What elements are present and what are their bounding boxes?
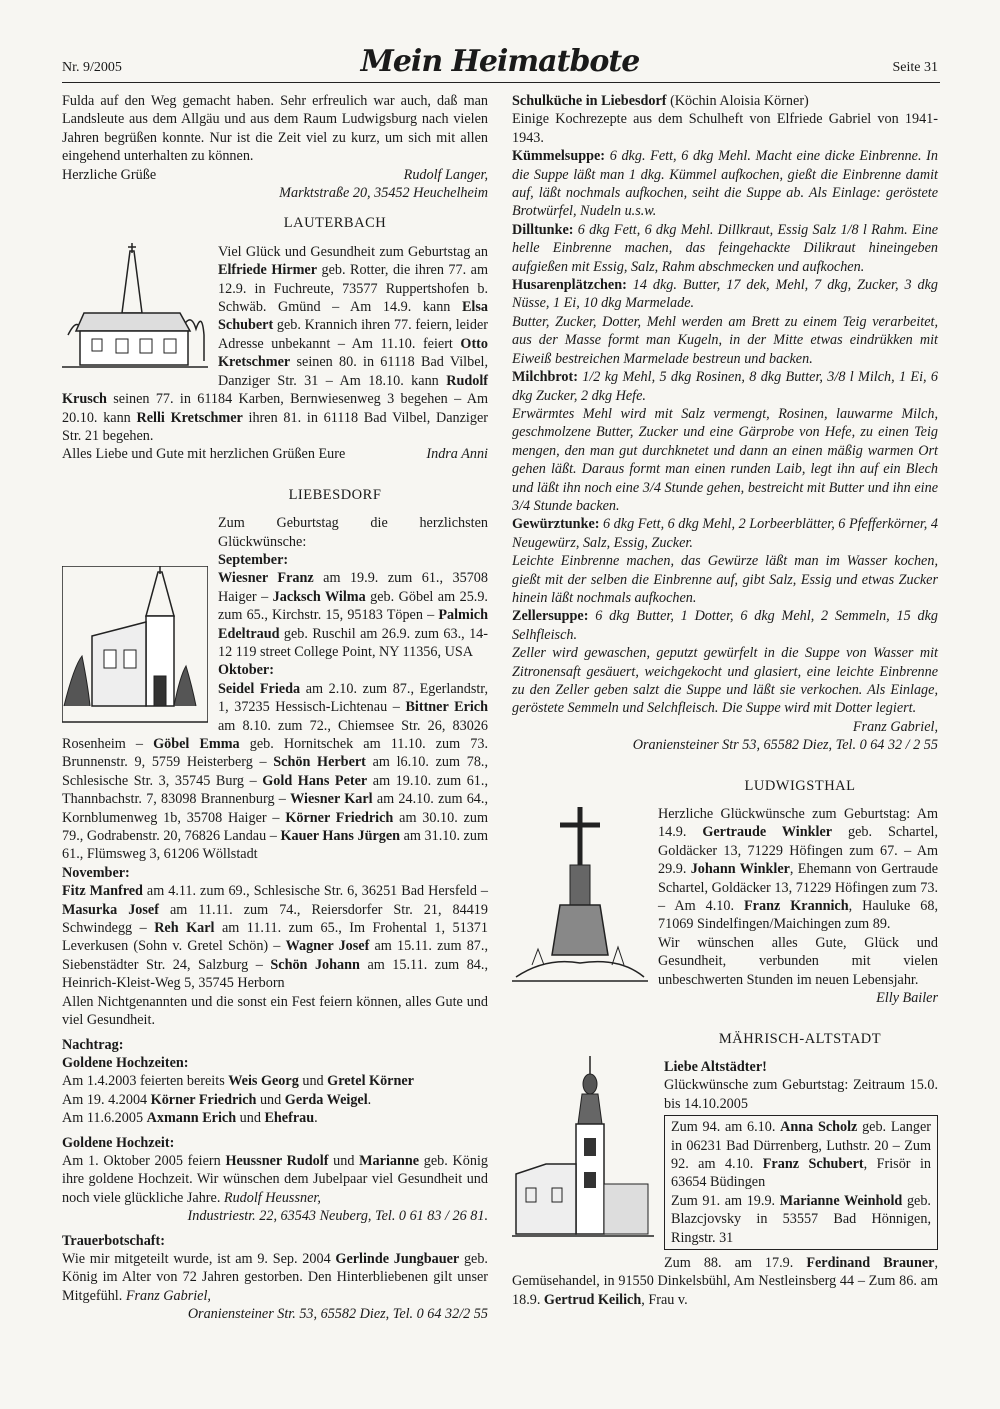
recipe: Dilltunke: 6 dkg Fett, 6 dkg Mehl. Dillkraut, Essig Salz 1/8 l Rahm. Eine helle Einbrenne machen, das feingehackte Dilikraut hineingeben aufgießen mit Essig, Salz, Rahm abschmecken und aufkochen. bbox=[512, 221, 938, 275]
liebesdorf-section: Zum Geburtstag die herzlichsten Glückwünsche: September: Wiesner Franz am 19.9. zum 61., 35708 Haiger – Jacksch Wilma geb. Göbel am 25.9. zum 65., Kirchstr. 15, 95183 Töpen – Palmich Edeltraud geb. Ruschil am 26.9. zum 63., 14-12 119 street College Point, NY 11356, USA Oktober: Seidel Frieda am 2.10. zum 87., Egerlandstr, 1, 37235 Hessisch-Lichtenau – Bittner Erich am 8.10. zum 72., Chiemsee Str. 26, 83026 Rosenheim – Göbel Emma geb. Hornitschek am 11.10. zum 73. Brunnenstr. 9, 5759 Heisterberg – Schön Herbert am l6.10. zum 78., Schlesische Str. 3, 35745 Burg – Gold Hans Peter am 19.10. zum 61., Thannbachstr. 7, 83098 Brannenburg – Wiesner Karl am 24.10. zum 64., Kornblumenweg 1b, 35708 Haiger – Körner Friedrich am 30.10. zum 79., Godrabenstr. 20, 76826 Landau – Kauer Hans Jürgen am 31.10. zum 61., Flümsweg 3, 61206 Wöllstadt November: Fitz Manfred am 4.11. zum 69., Schlesische Str. 6, 36251 Bad Hersfeld – Masurka Josef am 11.11. zum 74., Reiersdorfer Str. 21, 84419 Schwindegg – Reh Karl am 11.11. zum 65., Im Frohental 1, 51371 Leverkusen (Sohn v. Gretel Schön) – Wagner Josef am 15.11. zum 87., Siebenstädter Str. 24, Salzburg – Schön Johann am 15.11. zum 84., Heinrich-Kleist-Weg 5, 35745 Herborn Allen Nichtgenannten und die sonst ein Fest feiern können, alles Gute und viel Gesundheit. Nachtrag: Goldene Hochzeiten: Am 1.4.2003 feierten bereits Weis Georg und Gretel Körner Am 19. 4.2004 Körner Friedrich und Gerda Weigel. Am 11.6.2005 Axmann Erich und Ehefrau. Goldene Hochzeit: Am 1. Oktober 2005 feiern Heussner Rudolf und Marianne geb. König ihre goldene Hochzeit. Wir wünschen dem Jubelpaar viel Gesundheit und noch viele glückliche Jahre. Rudolf Heussner, Industriestr. 22, 63543 Neuberg, Tel. 0 61 83 / 26 81. Trauerbotschaft: Wie mir mitgeteilt wurde, ist am 9. Sep. 2004 Gerlinde Jungbauer geb. König im Alter von 72 Jahren gestorben. Den Hinterbliebenen gilt unser Mitgefühl. Franz Gabriel, Oraniensteiner Str. 53, 65582 Diez, Tel. 0 64 32/2 55 bbox=[62, 515, 489, 1323]
person-name: Marianne Weinhold bbox=[779, 1192, 903, 1209]
person-name: Gertraude Winkler bbox=[702, 824, 833, 841]
recipe: Milchbrot: 1/2 kg Mehl, 5 dkg Rosinen, 8 dkg Butter, 3/8 l Milch, 1 Ei, 6 dkg Zucker, 2 dkg Hefe. bbox=[512, 369, 938, 404]
person-name: Elsa Schubert bbox=[218, 299, 488, 334]
person-name: Masurka Josef bbox=[62, 901, 159, 918]
section-title-lauterbach: LAUTERBACH bbox=[283, 215, 387, 232]
birthday-box: Zum 94. am 6.10. Anna Scholz geb. Langer in 06231 Bad Dürrenberg, Luthstr. 20 – Zum 92. am 4.10. Franz Schubert, Frisör in 63654 Büdingen Zum 91. am 19.9. Marianne Weinhold geb. Blazcjovsky in 53557 Bad Hönnigen, Ringstr. 31 bbox=[664, 1115, 938, 1250]
right-column: Schulküche in Liebesdorf (Köchin Aloisia Körner) Einige Kochrezepte aus dem Schulheft von Elfriede Gabriel von 1941-1943. Kümmelsuppe: 6 dkg. Fett, 6 dkg Mehl. Macht eine dicke Einbrenne. In die Suppe läßt man 1 dkg. Kümmel aufkochen, gießt die Einbrenne damit auf, läßt nochmals aufkochen, seiht die Suppe ab. Als Einlage: geröstete Brotwürfel, Nudeln u.s.w. Dilltunke: 6 dkg Fett, 6 dkg Mehl. Dillkraut, Essig Salz 1/8 l Rahm. Eine helle Einbrenne machen, das feingehackte Dilikraut hineingeben aufgießen mit Essig, Salz, Rahm abschmecken und aufkochen. Husarenplätzchen: 14 dkg. Butter, 17 dek, Mehl, 7 dkg, Zucker, 3 dkg Nüsse, 1 Ei, 10 dkg Marmelade. Butter, Zucker, Dotter, Mehl werden am Brett zu einem Teig verarbeitet, aus der Masse formt man Kugeln, in der Mitte etwas eindrükken mit Eiweiß bestreichen Marmelade bestreun und backen. Milchbrot: 1/2 kg Mehl, 5 dkg Rosinen, 8 dkg Butter, 3/8 l Milch, 1 Ei, 6 dkg Zucker, 2 dkg Hefe. Erwärmtes Mehl wird mit Salz vermengt, Rosinen, lauwarme Milch, geschmolzene Butter, Zucker und eine Gärprobe von Hefe, zu einen Teig mengen, den man gut durchknetet und dann an einen mäßig warmen Ort gehen läßt. Daraus formt man einen runden Laib, legt ihn auf ein Blech und läßt ihn noch eine 3/4 Stunde gehen, bestreicht mit Butter und ihn eine 3/4 Stunde backen. Gewürztunke: 6 dkg Fett, 6 dkg Mehl, 2 Lorbeerblätter, 6 Pfefferkörner, 4 Neugewürz, Salz, Essig, Zucker. Leichte Einbrenne machen, das Gewürze läßt man im Wasser kochen, gießt mit der selben die Einbrenne auf, gibt Salz, Essig und etwas Zucker hinein läßt nochmals aufkochen. Zellersuppe: 6 dkg Butter, 1 Dotter, 6 dkg Mehl, 2 Semmeln, 15 dkg Selhfleisch. Zeller wird gewaschen, geputzt gewürfelt in die Suppe von Wasser mit Zitronensaft gesäuert, weichgekocht und glasiert, eine leichte Einbrenne zu den Zeller geben salzt die Suppe und läßt sie verkochen. Als Einlage, geröstete Semmeln und Selchfleisch. Die Suppe wird mit Dotter legiert. Franz Gabriel, Oraniensteiner Str 53, 65582 Diez, Tel. 0 64 32 / 2 55 LUDWIGSTHAL Herzliche Glückwünsche zum Geburtstag: Am 14.9. Gertraude Winkler geb. Schartel, Goldäcker 13, 71229 Höfingen zum 67. – Am 29.9. Johann Winkler, Ehemann von Gertraude Schartel, Goldäcker 13, 71229 Höfingen zum 73. – Am 4.10. Franz Krannich, Hauluke 68, 71069 Sindelfingen/Maichingen zum 89. Wir wünschen alles Gute, Glück und Gesundheit, verbunden mit vielen unbeschwerten Stunden im neuen Lebensjahr. Elly Bailer MÄHRISCH-ALTSTADT Liebe Altstädter! Glückwünsche zum Geburtstag: Zeitraum 15.0. bis 14.10.2005 Zum 94. am 6.10. Anna Scholz geb. Langer in 06231 Bad Dürrenberg, Luthstr. 20 – Zum 92. am 4.10. Franz Schubert, Frisör in 63654 Büdingen Zum 91. am 19.9. Marianne Weinhold geb. Blazcjovsky in 53557 Bad Hönnigen, Ringstr. 31 Zum 88. am 17.9. Ferdinand Brauner, Gemüsehandel, in 91550 Dinkelsbühl, Am Nestleinsberg 44 – Zum 86. am 18.9. Gertrud Keilich, Frau v. bbox=[512, 93, 939, 1308]
person-name: Seidel Frieda bbox=[218, 680, 301, 697]
lauterbach-section: Viel Glück und Gesundheit zum Geburtstag an Elfriede Hirmer geb. Rotter, die ihren 77. am 12.9. in Fuchreute, 73577 Ruppertshofen b. Schwäb. Gmünd – Am 14.9. kann Elsa Schubert geb. Krannich ihren 77. feiern, leider Adresse unbekannt – Am 11.10. feiert Otto Kretschmer seinen 80. in 61118 Bad Vilbel, Danziger Str. 31 – Am 18.10. kann Rudolf Krusch seinen 77. in 61184 Karben, Bernwiesenweg 3 begehen – Am 20.10. kann Relli Kretschmer ihren 81. in 61118 Bad Vilbel, Danziger Str. 21 begehen. Alles Liebe und Gute mit herzlichen Grüßen Eure Indra Anni bbox=[62, 243, 488, 463]
masthead-title: Mein Heimatbote bbox=[360, 44, 640, 79]
wayside-cross-illustration bbox=[512, 805, 648, 985]
person-name: Bittner Erich bbox=[405, 699, 488, 716]
recipe: Husarenplätzchen: 14 dkg. Butter, 17 dek, Mehl, 7 dkg, Zucker, 3 dkg Nüsse, 1 Ei, 10 dkg Marmelade. bbox=[512, 277, 938, 312]
person-name: Anna Scholz bbox=[780, 1119, 858, 1136]
header-rule bbox=[62, 82, 940, 83]
person-name: Gold Hans Peter bbox=[262, 772, 368, 789]
issue-number: Nr. 9/2005 bbox=[62, 60, 122, 75]
lauterbach-closing: Alles Liebe und Gute mit herzlichen Grüßen Eure Indra Anni bbox=[62, 446, 488, 463]
recipe: Kümmelsuppe: 6 dkg. Fett, 6 dkg Mehl. Macht eine dicke Einbrenne. In die Suppe läßt man 1 dkg. Kümmel aufkochen, gießt die Einbrenne damit auf, läßt nochmals aufkochen, seiht die Suppe ab. Als Einlage: geröstete Brotwürfel, Nudeln u.s.w. bbox=[512, 148, 938, 220]
chapel-illustration bbox=[62, 243, 208, 373]
intro-paragraph: Fulda auf den Weg gemacht haben. Sehr erfreulich war auch, daß man Landsleute aus dem Allgäu und aus dem Raum Ludwigsburg nach vielen Jahren begrüßen konnte. Nur ist die Zeit viel zu kurz, um sich mit allen eingehend unterhalten zu können. bbox=[62, 93, 488, 165]
person-name: Kauer Hans Jürgen bbox=[280, 828, 401, 845]
person-name: Gertrud Keilich bbox=[543, 1291, 642, 1308]
person-name: Franz Schubert bbox=[762, 1155, 864, 1172]
person-name: Rudolf Krusch bbox=[62, 372, 488, 408]
section-title-maehrisch-altstadt: MÄHRISCH-ALTSTADT bbox=[718, 1030, 882, 1047]
person-name: Fitz Manfred bbox=[62, 883, 143, 900]
person-name: Schön Herbert bbox=[273, 754, 366, 771]
greeting-line: Herzliche Grüße Rudolf Langer, bbox=[62, 166, 488, 183]
person-name: Johann Winkler bbox=[690, 861, 790, 878]
signature-address: Marktstraße 20, 35452 Heuchelheim bbox=[279, 185, 488, 202]
person-name: Körner Friedrich bbox=[285, 809, 394, 826]
recipe: Gewürztunke: 6 dkg Fett, 6 dkg Mehl, 2 Lorbeerblätter, 6 Pfefferkörner, 4 Neugewürz, Salz, Essig, Zucker. bbox=[512, 516, 938, 551]
person-name: Palmich Edeltraud bbox=[218, 607, 488, 642]
ludwigsthal-section: Herzliche Glückwünsche zum Geburtstag: Am 14.9. Gertraude Winkler geb. Schartel, Goldäcker 13, 71229 Höfingen zum 67. – Am 29.9. Johann Winkler, Ehemann von Gertraude Schartel, Goldäcker 13, 71229 Höfingen zum 73. – Am 4.10. Franz Krannich, Hauluke 68, 71069 Sindelfingen/Maichingen zum 89. Wir wünschen alles Gute, Glück und Gesundheit, verbunden mit vielen unbeschwerten Stunden im neuen Lebensjahr. Elly Bailer bbox=[512, 805, 938, 1007]
person-name: Reh Karl bbox=[154, 920, 215, 937]
section-title-ludwigsthal: LUDWIGSTHAL bbox=[744, 777, 856, 794]
person-name: Wiesner Franz bbox=[218, 570, 314, 587]
recipes-title: Schulküche in Liebesdorf bbox=[512, 93, 667, 109]
person-name: Wagner Josef bbox=[285, 938, 370, 955]
person-name: Schön Johann bbox=[270, 956, 360, 973]
church-illustration bbox=[62, 566, 208, 724]
church-tower-illustration bbox=[512, 1054, 654, 1254]
person-name: Elfriede Hirmer bbox=[218, 262, 318, 279]
left-column bbox=[62, 92, 488, 1324]
person-name: Jacksch Wilma bbox=[272, 588, 366, 605]
person-name: Franz Krannich bbox=[744, 898, 849, 915]
page-number: Seite 31 bbox=[892, 60, 938, 75]
person-name: Relli Kretschmer bbox=[136, 409, 243, 426]
recipe: Zellersuppe: 6 dkg Butter, 1 Dotter, 6 dkg Mehl, 2 Semmeln, 15 dkg Selhfleisch. bbox=[512, 608, 938, 643]
person-name: Otto Kretschmer bbox=[218, 335, 488, 371]
section-title-liebesdorf: LIEBESDORF bbox=[288, 486, 382, 503]
person-name: Göbel Emma bbox=[153, 736, 240, 752]
altstadt-section: Liebe Altstädter! Glückwünsche zum Geburtstag: Zeitraum 15.0. bis 14.10.2005 Zum 94. am 6.10. Anna Scholz geb. Langer in 06231 Bad Dürrenberg, Luthstr. 20 – Zum 92. am 4.10. Franz Schubert, Frisör in 63654 Büdingen Zum 91. am 19.9. Marianne Weinhold geb. Blazcjovsky in 53557 Bad Hönnigen, Ringstr. 31 Zum 88. am 17.9. Ferdinand Brauner, Gemüsehandel, in 91550 Dinkelsbühl, Am Nestleinsberg 44 – Zum 86. am 18.9. Gertrud Keilich, Frau v. bbox=[512, 1058, 938, 1309]
person-name: Ferdinand Brauner bbox=[806, 1254, 935, 1271]
person-name: Wiesner Karl bbox=[290, 791, 373, 808]
